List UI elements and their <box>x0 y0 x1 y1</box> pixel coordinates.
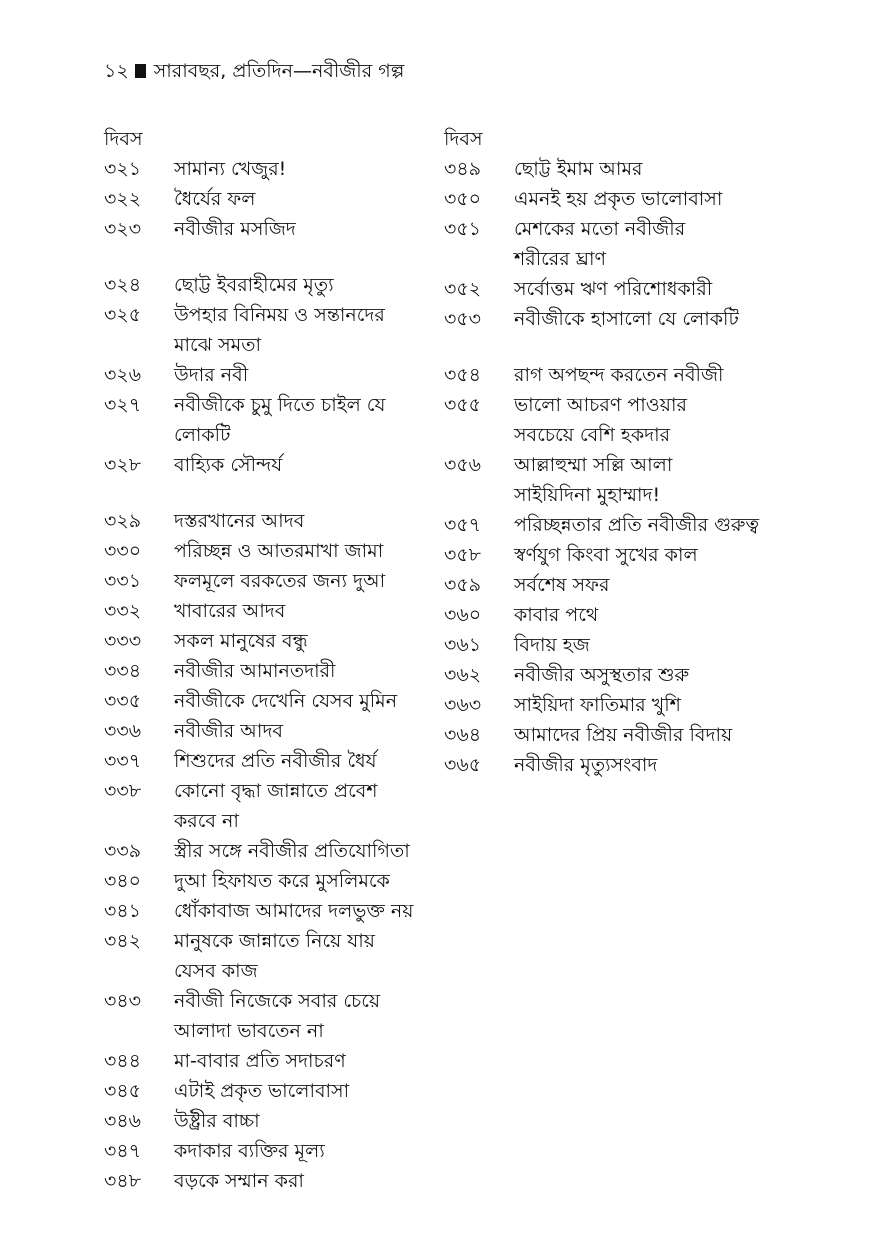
day-number: ৩৫২ <box>444 278 482 300</box>
toc-entry <box>444 184 774 214</box>
toc-entry <box>444 360 774 390</box>
entry-title: শিশুদের প্রতি নবীজীর ধৈর্য <box>174 750 377 772</box>
day-number: ৩৬৫ <box>444 754 482 776</box>
entry-title: কোনো বৃদ্ধা জান্নাতে প্রবেশ করবে না <box>174 780 378 832</box>
toc-entry <box>444 660 774 690</box>
day-number: ৩৫৮ <box>444 544 482 566</box>
toc-entry <box>104 300 434 360</box>
entry-title: সাইয়িদা ফাতিমার খুশি <box>514 694 681 716</box>
day-number: ৩৩০ <box>104 540 142 562</box>
entry-title: মেশকের মতো নবীজীর শরীরের ঘ্রাণ <box>514 218 686 270</box>
entry-title: ভালো আচরণ পাওয়ার সবচেয়ে বেশি হকদার <box>514 394 687 446</box>
day-number: ৩২২ <box>104 188 142 210</box>
day-number: ৩৪২ <box>104 930 142 952</box>
day-number: ৩২৪ <box>104 274 142 296</box>
day-number: ৩২৩ <box>104 218 142 240</box>
toc-entry <box>444 450 774 510</box>
toc-entry <box>104 536 434 566</box>
day-number: ৩৫৪ <box>444 364 482 386</box>
day-number: ৩৩১ <box>104 570 142 592</box>
toc-entry <box>104 926 434 986</box>
entry-title: নবীজীর আদব <box>174 720 283 742</box>
entry-title: বড়কে সম্মান করা <box>174 1170 304 1192</box>
day-number: ৩৪৭ <box>104 1140 142 1162</box>
toc-entry <box>104 656 434 686</box>
toc-entry <box>104 154 434 184</box>
toc-entry <box>104 566 434 596</box>
entry-title: নবীজীকে চুমু দিতে চাইল যে লোকটি <box>174 394 386 446</box>
toc-entry <box>104 506 434 536</box>
day-number: ৩৬২ <box>444 664 482 686</box>
day-number: ৩৪৯ <box>444 158 482 180</box>
day-number: ৩৪৫ <box>104 1080 142 1102</box>
day-number: ৩২৮ <box>104 454 142 476</box>
toc-column-right <box>444 124 774 780</box>
toc-entry <box>104 986 434 1046</box>
toc-entry <box>444 690 774 720</box>
entry-title: ধোঁকাবাজ আমাদের দলভুক্ত নয় <box>174 900 414 922</box>
running-header <box>104 56 404 86</box>
entry-title: স্ত্রীর সঙ্গে নবীজীর প্রতিযোগিতা <box>174 840 410 862</box>
day-number: ৩৪৩ <box>104 990 142 1012</box>
day-number: ৩৬৩ <box>444 694 482 716</box>
day-number: ৩২১ <box>104 158 142 180</box>
entry-title: এটাই প্রকৃত ভালোবাসা <box>174 1080 350 1102</box>
entry-title: স্বর্ণযুগ কিংবা সুখের কাল <box>514 544 698 566</box>
day-number: ৩৫০ <box>444 188 482 210</box>
day-number: ৩৩৭ <box>104 750 142 772</box>
toc-entry <box>104 596 434 626</box>
entry-title: নবীজীকে হাসালো যে লোকটি <box>514 308 739 330</box>
toc-entry <box>104 270 434 300</box>
entry-title: মানুষকে জান্নাতে নিয়ে যায় যেসব কাজ <box>174 930 375 982</box>
day-number: ৩৩৬ <box>104 720 142 742</box>
entry-title: সর্বোত্তম ঋণ পরিশোধকারী <box>514 278 713 300</box>
entry-title: মা-বাবার প্রতি সদাচরণ <box>174 1050 346 1072</box>
toc-entry <box>104 214 434 270</box>
day-number: ৩৪১ <box>104 900 142 922</box>
toc-column-left <box>104 124 434 1196</box>
toc-entry <box>104 390 434 450</box>
day-number: ৩২৬ <box>104 364 142 386</box>
day-number: ৩২৫ <box>104 304 142 326</box>
toc-entry <box>104 450 434 506</box>
entry-title: দস্তরখানের আদব <box>174 510 305 532</box>
toc-entry <box>444 600 774 630</box>
day-number: ৩২৯ <box>104 510 142 532</box>
toc-entry <box>104 1046 434 1076</box>
day-number: ৩৬৪ <box>444 724 482 746</box>
day-number: ৩৪৬ <box>104 1110 142 1132</box>
toc-entry <box>104 686 434 716</box>
entry-title: রাগ অপছন্দ করতেন নবীজী <box>514 364 724 386</box>
day-number: ৩৪৪ <box>104 1050 142 1072</box>
toc-entry <box>104 360 434 390</box>
toc-entry <box>444 304 774 360</box>
toc-entry <box>104 626 434 656</box>
entry-title: কাবার পথে <box>514 604 599 626</box>
entry-title: পরিচ্ছন্নতার প্রতি নবীজীর গুরুত্ব <box>514 514 760 536</box>
toc-entry <box>104 1106 434 1136</box>
entry-title: উষ্ট্রীর বাচ্চা <box>174 1110 260 1132</box>
day-number: ৩৫৯ <box>444 574 482 596</box>
day-number: ৩৩২ <box>104 600 142 622</box>
toc-entry <box>444 750 774 780</box>
toc-entry <box>104 184 434 214</box>
toc-entry <box>104 746 434 776</box>
toc-entry <box>444 540 774 570</box>
day-number: ৩২৭ <box>104 394 142 416</box>
entry-title: খাবারের আদব <box>174 600 286 622</box>
day-number: ৩৩৩ <box>104 630 142 652</box>
day-number: ৩৩৮ <box>104 780 142 802</box>
entry-title: ধৈর্যের ফল <box>174 188 256 210</box>
entry-title: আমাদের প্রিয় নবীজীর বিদায় <box>514 724 733 746</box>
toc-entry <box>444 630 774 660</box>
entry-title: নবীজী নিজেকে সবার চেয়ে আলাদা ভাবতেন না <box>174 990 381 1042</box>
entry-title: নবীজীকে দেখেনি যেসব মুমিন <box>174 690 398 712</box>
entry-title: নবীজীর আমানতদারী <box>174 660 336 682</box>
entry-title: নবীজীর মসজিদ <box>174 218 296 240</box>
day-number: ৩৫৭ <box>444 514 482 536</box>
entry-title: আল্লাহুম্মা সল্লি আলা সাইয়িদিনা মুহাম্মাদ! <box>514 454 673 506</box>
toc-entry <box>444 154 774 184</box>
toc-entry <box>444 214 774 274</box>
toc-entry <box>104 1166 434 1196</box>
day-number: ৩৩৫ <box>104 690 142 712</box>
day-number: ৩৩৯ <box>104 840 142 862</box>
day-number: ৩৫৩ <box>444 308 482 330</box>
entry-title: এমনই হয় প্রকৃত ভালোবাসা <box>514 188 723 210</box>
book-title: সারাবছর, প্রতিদিন—নবীজীর গল্প <box>153 60 405 82</box>
square-bullet-icon <box>135 64 146 78</box>
toc-entry <box>444 274 774 304</box>
column-heading: দিবস <box>444 128 483 150</box>
day-number: ৩৬১ <box>444 634 482 656</box>
day-number: ৩৬০ <box>444 604 482 626</box>
toc-entry <box>104 866 434 896</box>
day-number: ৩৪৮ <box>104 1170 142 1192</box>
entry-title: ফলমূলে বরকতের জন্য দুআ <box>174 570 386 592</box>
entry-title: দুআ হিফাযত করে মুসলিমকে <box>174 870 390 892</box>
entry-title: নবীজীর মৃত্যুসংবাদ <box>514 754 658 776</box>
entry-title: বাহ্যিক সৌন্দর্য <box>174 454 283 476</box>
toc-entry <box>444 390 774 450</box>
toc-entry <box>104 896 434 926</box>
day-number: ৩৫১ <box>444 218 482 240</box>
entry-title: নবীজীর অসুস্থতার শুরু <box>514 664 690 686</box>
day-number: ৩৫৫ <box>444 394 482 416</box>
entry-title: ছোট্ট ইবরাহীমের মৃত্যু <box>174 274 334 296</box>
entry-title: বিদায় হজ <box>514 634 590 656</box>
day-number: ৩৩৪ <box>104 660 142 682</box>
toc-entry <box>104 836 434 866</box>
entry-title: পরিচ্ছন্ন ও আতরমাখা জামা <box>174 540 384 562</box>
column-heading: দিবস <box>104 128 143 150</box>
toc-entry <box>104 776 434 836</box>
day-number: ৩৪০ <box>104 870 142 892</box>
entry-title: সকল মানুষের বন্ধু <box>174 630 308 652</box>
toc-entry <box>444 510 774 540</box>
toc-entry <box>104 716 434 746</box>
day-number: ৩৫৬ <box>444 454 482 476</box>
toc-entry <box>444 570 774 600</box>
entry-title: সর্বশেষ সফর <box>514 574 610 596</box>
entry-title: কদাকার ব্যক্তির মূল্য <box>174 1140 325 1162</box>
entry-title: উপহার বিনিময় ও সন্তানদের মাঝে সমতা <box>174 304 385 356</box>
toc-entry <box>444 720 774 750</box>
page-number: ১২ <box>104 60 129 82</box>
entry-title: সামান্য খেজুর! <box>174 158 287 180</box>
entry-title: ছোট্ট ইমাম আমর <box>514 158 643 180</box>
toc-entry <box>104 1136 434 1166</box>
toc-entry <box>104 1076 434 1106</box>
entry-title: উদার নবী <box>174 364 249 386</box>
